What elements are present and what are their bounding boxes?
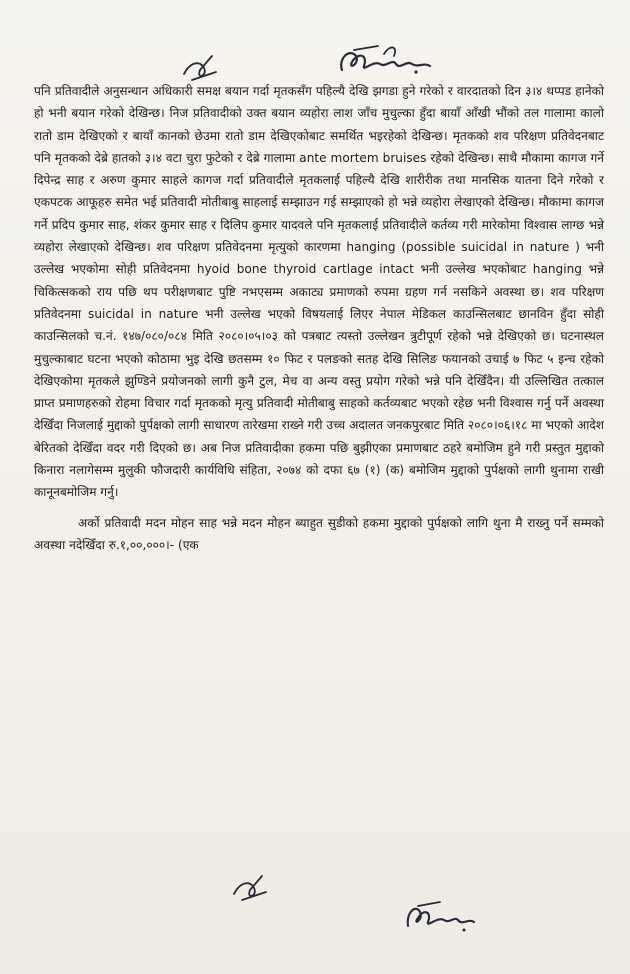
paragraph-main: पनि प्रतिवादीले अनुसन्धान अधिकारी समक्ष बयान गर्दा मृतकसँग पहिल्यै देखि झगडा हुने गरेको र वारदातको दिन ३।४ थप्पड हानेको हो भनी बयान गरेको देखिन्छ। निज प्रतिवादीको उक्त बयान व्यहोरा लाश जाँच मुचुल्का हुँदा बायाँ आँखी भौंको तल गालामा कालो रातो डाम देखिएको र बायाँ कानको छेउमा रातो डाम देखिएकोबाट समर्थित भइरहेको देखिन्छ। मृतकको शव परिक्षण प्रतिवेदनबाट पनि मृतकको देब्रे हातको ३।४ वटा चुरा फुटेको र देब्रे गालामा ante mortem bruises रहेको देखिन्छ। साथै मौकामा कागज गर्ने दिपेन्द्र साह र अरुण कुमार साहले कागज गर्दा प्रतिवादीले मृतकलाई पहिल्यै देखि शारीरीक तथा मानसिक यातना दिने गरेको र एकपटक आफूहरु समेत भई प्रतिवादी मोतीबाबु साहलाई सम्झाउन गई सम्झाएको हो भन्ने व्यहोरा लेखाएको देखिन्छ। मौकामा कागज गर्ने प्रदिप कुमार साह, शंकर कुमार साह र दिलिप कुमार यादवले पनि मृतकलाई प्रतिवादीले कर्तव्य गरी मारेकोमा विश्वास लाग्छ भन्ने व्यहोरा लेखाएको देखिन्छ। शव परिक्षण प्रतिवेदनमा मृत्युको कारणमा hanging (possible suicidal in nature ) भनी उल्लेख भएकोमा सोही प्रतिवेदनमा hyoid bone thyroid cartlage intact भनी उल्लेख भएकोबाट hanging भन्ने चिकित्सकको राय पछि थप परीक्षणबाट पुष्टि नभएसम्म अकाट्य प्रमाणको रुपमा ग्रहण गर्न नसकिने अवस्था छ। शव परिक्षण प्रतिवेदनमा suicidal in nature भनी उल्लेख भएको विषयलाई लिएर नेपाल मेडिकल काउन्सिलबाट छानविन हुँदा सोही काउन्सिलको च.नं. १४७/०८०/०८४ मिति २०८०।०५।०३ को पत्रबाट त्यस्तो उल्लेखन त्रुटीपूर्ण रहेको भन्ने देखिएको छ। घटनास्थल मुचुल्काबाट घटना भएको कोठामा भुइ देखि छतसम्म १० फिट र पलङको सतह देखि सिलिङ फयानको उचाई ७ फिट ५ इन्च रहेको देखिएकोमा मृतकले झुण्डिने प्रयोजनको लागी कुनै टुल, मेच वा अन्य वस्तु प्रयोग गरेको भन्ने पनि देखिँदैन। यी उल्लिखित तत्काल प्राप्त प्रमाणहरुको रोहमा विचार गर्दा मृतकको मृत्यु प्रतिवादी मोतीबाबु साहको कर्तव्यबाट भएको रहेछ भनी विश्वास गर्नु पर्ने अवस्था देखिँदा निजलाई मुद्दाको पुर्पक्षको लागी साधारण तारेखमा राख्ने गरी उच्च अदालत जनकपुरबाट मिति २०८०।०६।१८ मा भएको आदेश बेरितको देखिँदा वदर गरी दिएको छ। अब निज प्रतिवादीका हकमा पछि बुझीएका प्रमाणबाट ठहरे बमोजिम हुने गरी प्रस्तुत मुद्दाको किनारा नलागेसम्म मुलुकी फौजदारी कार्यविधि संहिता, २०७४ को दफा ६७ (१) (क) बमोजिम मुद्दाको पुर्पक्षको लागी थुनामा राखी कानूनबमोजिम गर्नु। — [34, 84, 604, 500]
signature-top-icon — [334, 40, 444, 82]
initial-mark-icon — [228, 872, 272, 906]
signature-bottom-icon — [402, 898, 482, 938]
paragraph-second: अर्को प्रतिवादी मदन मोहन साह भन्ने मदन मोहन ब्याहुत सुडीको हकमा मुद्दाको पुर्पक्षको लागि थुना मै राख्नु पर्ने सम्मको अवस्था नदेखिँदा रु.१,००,०००।- (एक — [34, 515, 604, 552]
document-body — [34, 80, 604, 556]
